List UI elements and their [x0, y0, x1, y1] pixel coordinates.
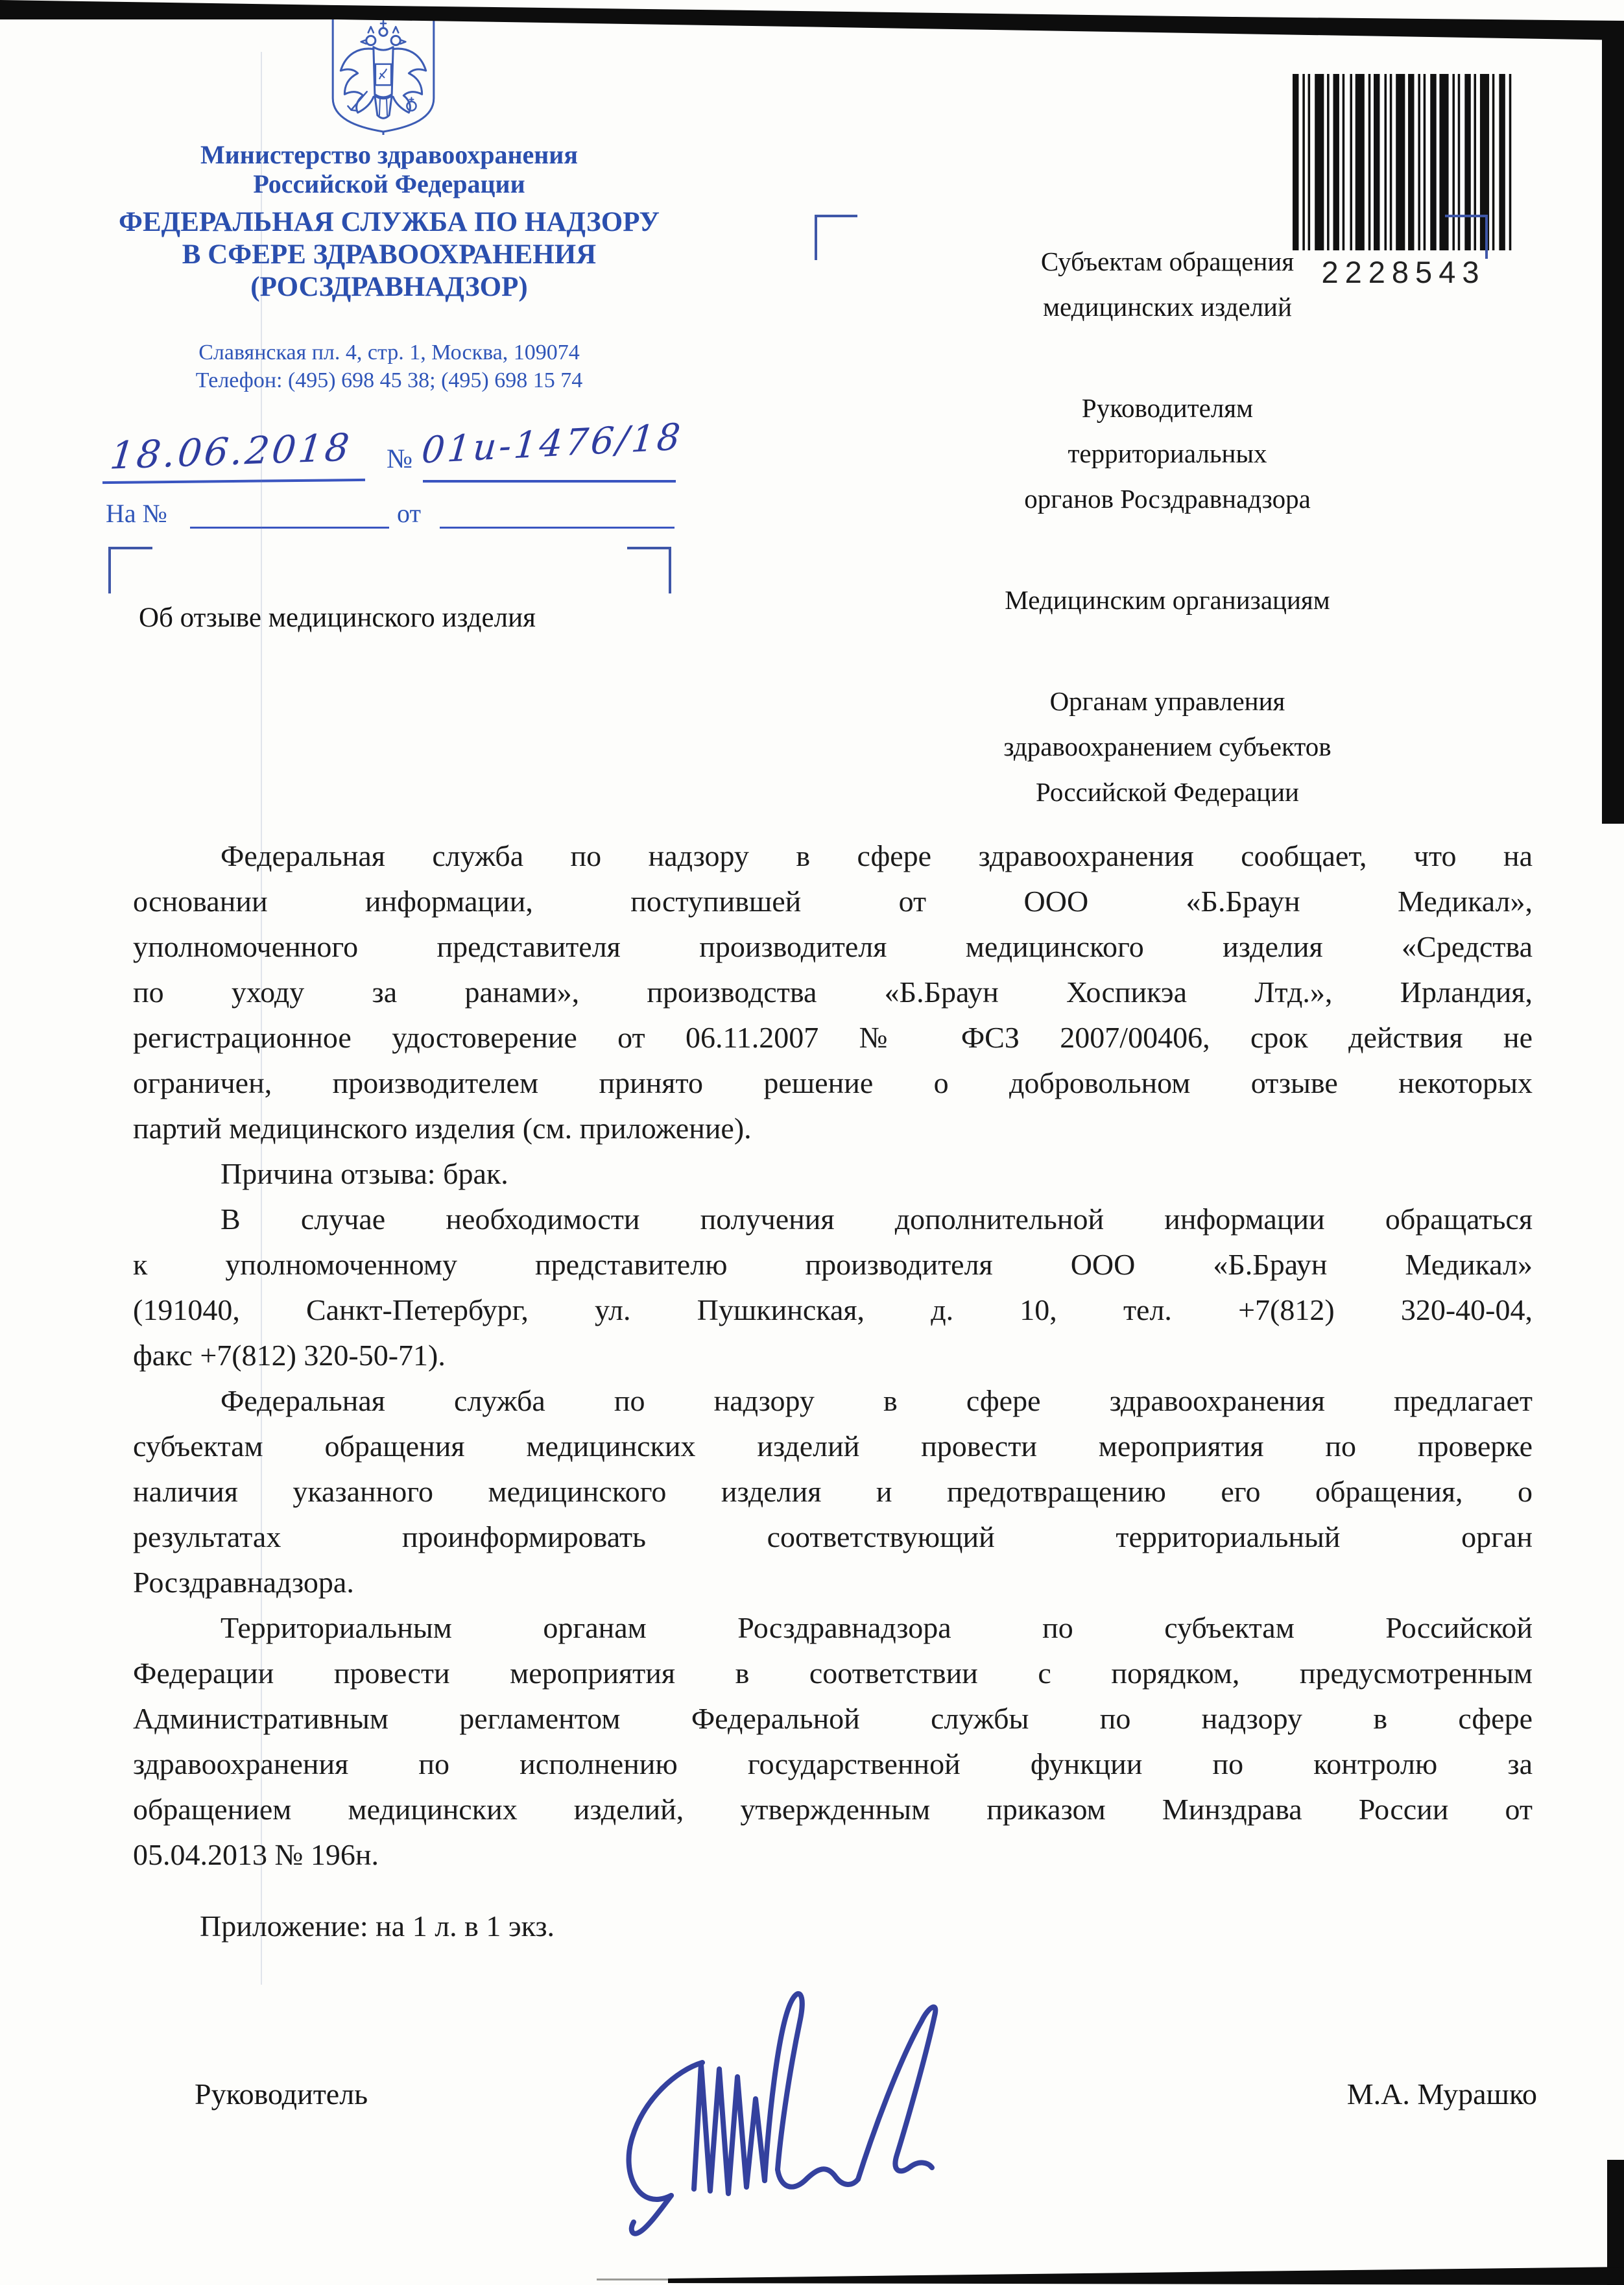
- body-line: Федеральная служба по надзору в сфере здравоохранения сообщает, что на: [221, 839, 1533, 872]
- handwritten-number: 01и-1476/18: [420, 416, 685, 472]
- reply-date-blank-line: [440, 527, 675, 529]
- subject-bracket-left-h: [108, 547, 152, 549]
- attachment-note: Приложение: на 1 л. в 1 экз.: [200, 1909, 555, 1943]
- handwritten-date: 18.06.2018: [108, 425, 354, 478]
- scan-artifact-top-band: [0, 0, 1624, 45]
- addressee-line: Субъектам обращения: [1040, 246, 1295, 276]
- service-name-line1: ФЕДЕРАЛЬНАЯ СЛУЖБА ПО НАДЗОРУ: [119, 207, 660, 237]
- subject-bracket-right-h: [627, 547, 671, 549]
- ministry-name-line1: Министерство здравоохранения: [200, 140, 578, 169]
- body-line: обращением медицинских изделий, утвержденным приказом Минздрава России от: [133, 1793, 1533, 1826]
- body-line: здравоохранения по исполнению государственной функции по контролю за: [133, 1747, 1533, 1780]
- subject-line: Об отзыве медицинского изделия: [139, 603, 536, 633]
- addressee-line: медицинских изделий: [1043, 292, 1292, 322]
- number-underline: [423, 480, 676, 483]
- ministry-name: [97, 140, 681, 198]
- number-sign-label: №: [387, 444, 413, 474]
- addressee-list: [889, 239, 1446, 870]
- date-underline: [102, 479, 365, 484]
- body-line: (191040, Санкт-Петербург, ул. Пушкинская, д. 10, тел. +7(812) 320-40-04,: [133, 1293, 1533, 1326]
- body-line: партий медицинского изделия (см. приложение).: [133, 1112, 752, 1145]
- addressee-line: органов Росздравнадзора: [1024, 484, 1311, 514]
- scan-artifact-bottom-band: [0, 2259, 1624, 2285]
- addressee-line: территориальных: [1068, 438, 1267, 468]
- addressee-line: Органам управления: [1049, 686, 1285, 716]
- body-line: субъектам обращения медицинских изделий провести мероприятия по проверке: [133, 1430, 1533, 1463]
- body-line: уполномоченного представителя производителя медицинского изделия «Средства: [133, 930, 1533, 963]
- org-phone: Телефон: (495) 698 45 38; (495) 698 15 74: [195, 368, 583, 392]
- addressee-block: [889, 577, 1446, 623]
- org-contacts: [97, 339, 681, 394]
- addressee-bracket-left-h: [815, 215, 857, 217]
- addressee-bracket-left-v: [815, 215, 817, 260]
- service-name-line3: (РОСЗДРАВНАДЗОР): [250, 272, 528, 302]
- body-line: Федерации провести мероприятия в соответствии с порядком, предусмотренным: [133, 1657, 1533, 1690]
- addressee-block: [889, 385, 1446, 521]
- body-line: Административным регламентом Федеральной службы по надзору в сфере: [133, 1702, 1533, 1735]
- body-line: факс +7(812) 320-50-71).: [133, 1339, 446, 1372]
- reply-number-blank-line: [190, 527, 389, 529]
- signer-name: М.А. Мурашко: [1346, 2077, 1537, 2111]
- addressee-bracket-right-v: [1485, 215, 1488, 259]
- body-line: наличия указанного медицинского изделия и предотвращению его обращения, о: [133, 1475, 1533, 1508]
- scan-fold-line: [261, 52, 262, 1985]
- signer-position-title: Руководитель: [195, 2077, 368, 2111]
- scan-artifact-right-strip: [1602, 39, 1624, 824]
- addressee-bracket-right-h: [1445, 215, 1488, 217]
- subject-bracket-right-v: [669, 547, 671, 593]
- body-line: регистрационное удостоверение от 06.11.2007 № ФСЗ 2007/00406, срок действия не: [133, 1021, 1533, 1054]
- body-line: по уходу за ранами», производства «Б.Браун Хоспикэа Лтд.», Ирландия,: [133, 975, 1533, 1009]
- body-line: Территориальным органам Росздравнадзора по субъектам Российской: [221, 1611, 1533, 1644]
- service-name-line2: В СФЕРЕ ЗДРАВООХРАНЕНИЯ: [182, 239, 597, 270]
- handwritten-signature: [593, 1972, 963, 2238]
- body-line: 05.04.2013 № 196н.: [133, 1838, 379, 1871]
- addressee-line: Руководителям: [1081, 393, 1254, 423]
- addressee-block: [889, 239, 1446, 329]
- body-line: В случае необходимости получения дополнительной информации обращаться: [221, 1202, 1533, 1236]
- body-line: ограничен, производителем принято решение о добровольном отзыве некоторых: [133, 1066, 1533, 1099]
- reply-from-label: от: [397, 499, 421, 528]
- service-name: [97, 206, 681, 304]
- body-line: результатах проинформировать соответствующий территориальный орган: [133, 1520, 1533, 1553]
- addressee-line: Медицинским организациям: [1005, 585, 1330, 615]
- body-line: Причина отзыва: брак.: [221, 1157, 508, 1190]
- barcode: [1293, 74, 1514, 250]
- ministry-name-line2: Российской Федерации: [253, 169, 525, 198]
- body-line: Росздравнадзора.: [133, 1566, 354, 1599]
- body-line: основании информации, поступившей от ООО «Б.Браун Медикал»,: [133, 885, 1533, 918]
- addressee-line: здравоохранением субъектов: [1003, 732, 1331, 761]
- addressee-line: Российской Федерации: [1036, 777, 1299, 807]
- org-address: Славянская пл. 4, стр. 1, Москва, 109074: [198, 341, 580, 365]
- body-line: к уполномоченному представителю производителя ООО «Б.Браун Медикал»: [133, 1248, 1533, 1281]
- letter-body: [133, 833, 1533, 1949]
- barcode-number: 2228543: [1321, 255, 1486, 289]
- subject-bracket-left-v: [108, 547, 111, 593]
- reply-number-label: На №: [106, 499, 167, 528]
- body-line: Федеральная служба по надзору в сфере здравоохранения предлагает: [221, 1384, 1533, 1417]
- addressee-block: [889, 678, 1446, 815]
